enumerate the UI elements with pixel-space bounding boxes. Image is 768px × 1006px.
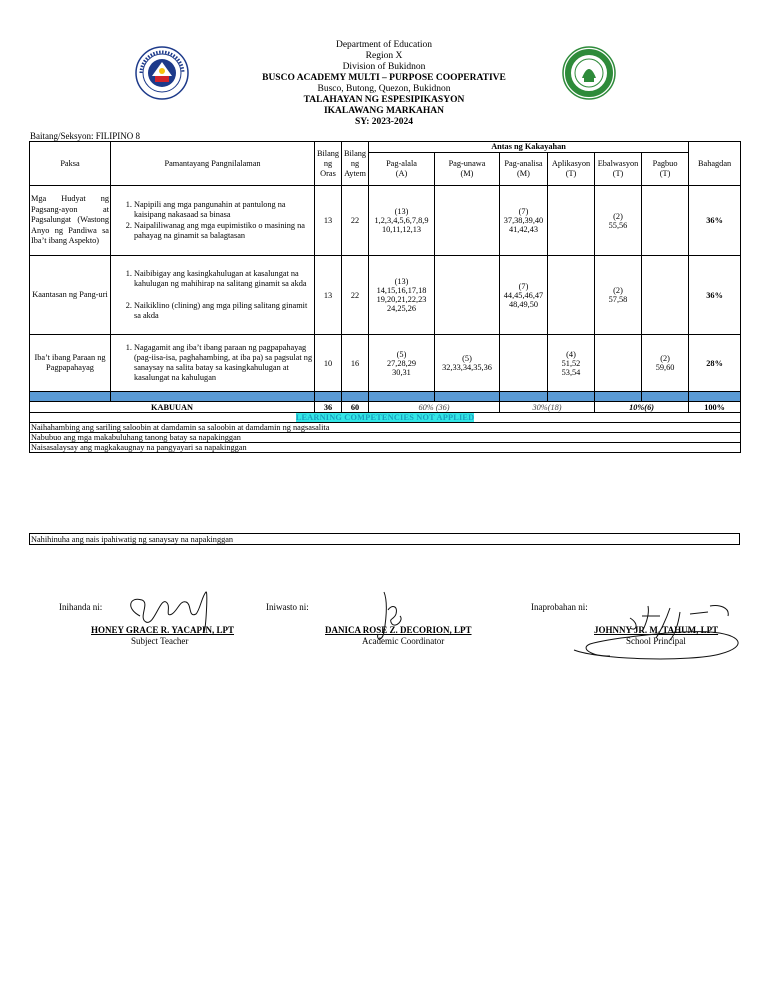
competency-item: 1. Naibibigay ang kasingkahulugan at kasalungat na kahulugan ng mahihirap na salitang ginamit sa akda [134,269,313,289]
hours-cell: 13 [315,256,342,335]
header-bilang-aytem: Bilang ng Aytem [342,142,369,186]
item-count: (13) [394,277,409,286]
lcna-item: Naisasalaysay ang magkakaugnay na pangyayari sa napakinggan [30,443,741,453]
header-school: BUSCO ACADEMY MULTI – PURPOSE COOPERATIVE [262,73,506,83]
item-numbers: 14,15,16,17,18 [376,286,427,295]
items-count-cell: 16 [342,335,369,392]
header-division: Division of Bukidnon [342,62,426,72]
item-numbers: 10,11,12,13 [381,225,422,234]
item-numbers: 51,52 [561,358,581,368]
item-numbers: 59,60 [655,363,675,372]
total-hours: 36 [315,402,342,413]
level-name: Pag-alala [386,159,417,168]
item-count: (7) [518,281,529,291]
hours-cell: 13 [315,186,342,256]
item-numbers: 1,2,3,4,5,6,7,8,9 [374,216,429,225]
header-title: TALAHAYAN NG ESPESIPIKASYON [303,95,465,105]
items-count-cell: 22 [342,256,369,335]
item-numbers: 44,45,46,47 [503,290,544,300]
lcna-label: LEARNING COMPETENCIES NOT APPLIED [295,413,475,422]
item-count: (2) [613,211,623,221]
item-numbers: 24,25,26 [386,304,417,313]
level-code: (M) [517,169,530,178]
level-name: Pag-unawa [448,159,486,168]
header-department: Department of Education [335,40,433,50]
hours-cell: 10 [315,335,342,392]
extra-competency: Nahihinuha ang nais ipahiwatig ng sanaysay na napakinggan [30,534,740,545]
items-count-cell: 22 [342,186,369,256]
total-label: KABUUAN [30,402,315,413]
approved-role: School Principal [626,636,686,646]
reviewed-role: Academic Coordinator [362,636,445,646]
item-numbers: 37,38,39,40 [503,216,544,225]
level-name: Pagbuo [652,159,678,168]
level-code: (T) [612,169,624,178]
item-numbers: 27,28,29 [386,358,417,368]
lcna-item: Naihahambing ang sariling saloobin at damdamin sa saloobin at damdamin ng nagsasalita [30,423,741,433]
prepared-role: Subject Teacher [131,636,189,646]
competency-item: 2. Naikiklino (clining) ang mga piling salitang ginamit sa akda [134,301,313,321]
approved-name: JOHNNY JR. M. TAHUM, LPT [594,625,719,635]
signature-reviewed [370,590,420,650]
paksa-cell: Kaantasan ng Pang-uri [30,256,111,335]
signature-prepared [120,588,220,638]
percentage-cell: 36% [689,256,741,335]
total-average: 60% (36) [369,402,500,413]
header-pamantayan: Pamantayang Pangnilalaman [111,142,315,186]
level-code: (T) [565,169,577,178]
percentage-cell: 28% [689,335,741,392]
prepared-name: HONEY GRACE R. YACAPIN, LPT [91,625,235,635]
item-count: (2) [613,286,623,295]
header-quarter: IKALAWANG MARKAHAN [323,106,445,116]
item-numbers: 57,58 [608,295,628,304]
paksa-cell: Iba’t ibang Paraan ng Pagpapahayag [30,335,111,392]
total-moderate: 30%(18) [500,402,595,413]
prepared-label: Inihanda ni: [59,602,103,612]
approved-label: Inaprobahan ni: [531,602,588,612]
reviewed-name: DANICA ROSE Z. DECORION, LPT [325,625,472,635]
item-numbers: 32,33,34,35,36 [442,363,492,372]
item-count: (2) [660,354,670,363]
header-region: Region X [365,51,403,61]
item-numbers: 48,49,50 [508,299,539,309]
item-numbers: 53,54 [561,367,581,377]
total-items: 60 [342,402,369,413]
item-count: (5) [462,354,472,363]
level-code: (A) [395,169,408,178]
header-bilang-oras: Bilang ng Oras [315,142,342,186]
item-count: (7) [518,207,529,216]
header-address: Busco, Butong, Quezon, Bukidnon [317,84,451,94]
level-name: Aplikasyon [551,159,591,168]
signature-approved [570,598,760,663]
header-paksa: Paksa [30,142,111,186]
paksa-cell: Mga Hudyat ng Pagsang-ayon at Pagsalungat (Wastong Anyo ng Pandiwa sa Iba’t ibang Aspekto) [30,186,111,256]
level-code: (M) [460,169,474,178]
item-numbers: 55,56 [608,220,628,230]
level-code: (T) [659,169,671,178]
reviewed-label: Iniwasto ni: [266,602,309,612]
percentage-cell: 36% [689,186,741,256]
item-numbers: 41,42,43 [508,225,539,234]
item-count: (4) [566,349,576,359]
header-antas: Antas ng Kakayahan [369,142,689,153]
level-name: Ebalwasyon [597,159,639,168]
header-bahagdan: Bahagdan [689,142,741,186]
total-percentage: 100% [689,402,741,413]
item-numbers: 19,20,21,22,23 [376,295,427,304]
item-count: (5) [396,349,407,359]
competency-item: 1. Napipili ang mga pangunahin at pantulong na kaisipang nakasaad sa binasa [134,200,313,220]
lcna-item: Nabubuo ang mga makabuluhang tanong batay sa napakinggan [30,433,741,443]
level-name: Pag-analisa [504,159,543,168]
total-difficult: 10%(6) [595,402,689,413]
grade-section-label: Baitang/Seksyon: FILIPINO 8 [30,131,140,141]
competency-item: 2. Naipaliliwanag ang mga eupimistiko o masining na pahayag na ginamit sa balagtasan [134,221,313,241]
item-numbers: 30,31 [392,367,411,377]
header-school-year: SY: 2023-2024 [355,117,413,127]
competency-item: 1. Nagagamit ang iba’t ibang paraan ng pagpapahayag (pag-iisa-isa, paghahambing, at iba pa) sa pagsulat ng sanaysay na salita batay sa kasingkahulugan at kasalungat na kahulugan [134,343,313,383]
item-count: (13) [394,207,409,216]
